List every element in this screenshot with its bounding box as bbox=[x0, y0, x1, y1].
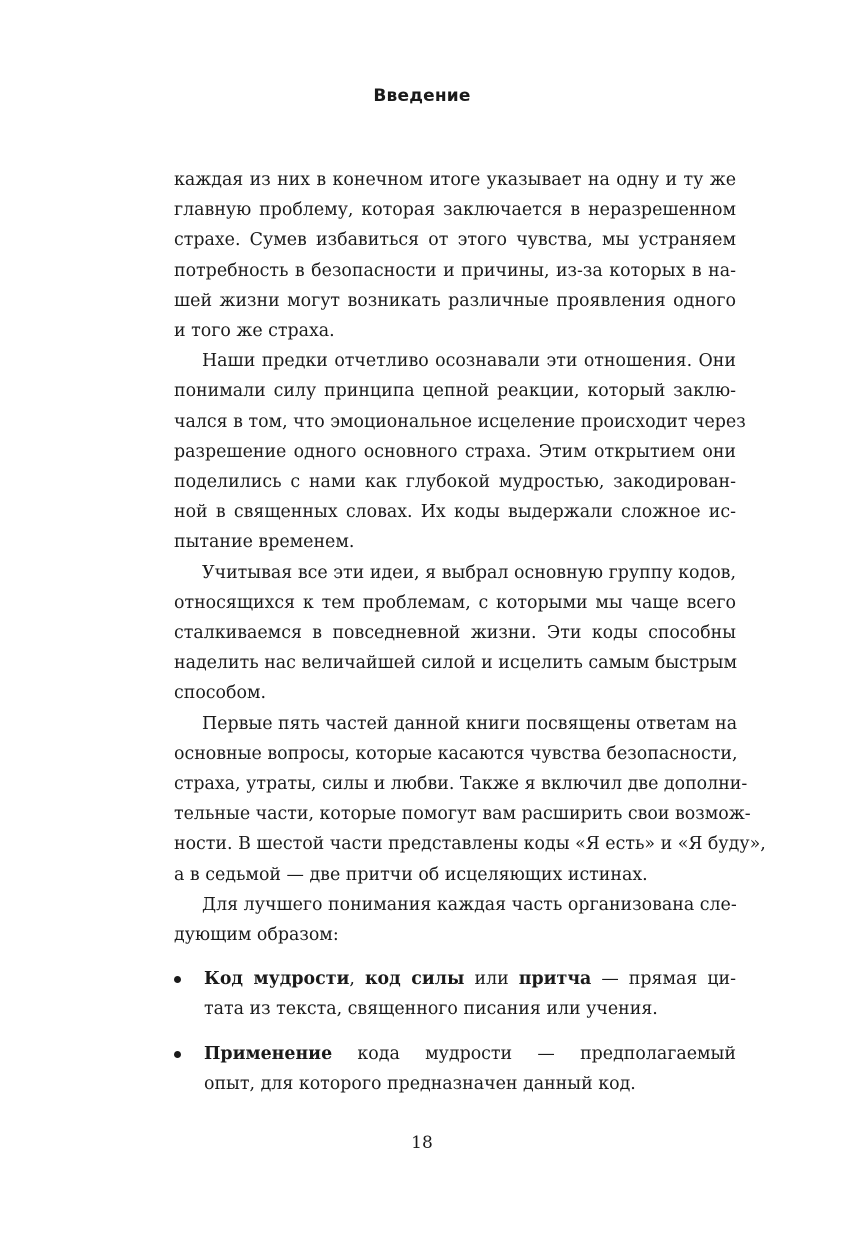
text-line: главную проблему, которая заключается в неразрешенном bbox=[174, 200, 736, 221]
text-line: Для лучшего понимания каждая часть организована сле- bbox=[202, 894, 737, 915]
text-line: относящихся к тем проблемам, с которыми мы чаще всего bbox=[174, 592, 736, 613]
text-line: основные вопросы, которые касаются чувства безопасности, bbox=[174, 743, 738, 764]
text-line: Первые пять частей данной книги посвящены ответам на bbox=[202, 713, 738, 734]
text-line: каждая из них в конечном итоге указывает на одну и ту же bbox=[174, 170, 736, 190]
paragraph-2 bbox=[174, 346, 746, 557]
text-line: поделились с нами как глубокой мудростью, закодирован- bbox=[174, 472, 736, 493]
text-line: и того же страха. bbox=[174, 321, 335, 342]
text-line: страха, утраты, силы и любви. Также я включил две дополни- bbox=[174, 774, 748, 795]
text-line: ности. В шестой части представлены коды «Я есть» и «Я буду», bbox=[174, 834, 766, 855]
running-head-title: Введение bbox=[373, 86, 471, 106]
paragraph-5 bbox=[174, 890, 736, 950]
bullet-dot-icon bbox=[174, 1051, 181, 1058]
text-line: ной в священных словах. Их коды выдержали сложное ис- bbox=[174, 502, 736, 523]
text-line: чался в том, что эмоциональное исцеление происходит через bbox=[174, 411, 746, 432]
text-line: Учитывая все эти идеи, я выбрал основную группу кодов, bbox=[202, 562, 736, 583]
bullet-text: , bbox=[349, 969, 365, 990]
bullet-list bbox=[174, 964, 736, 1099]
bold-term: код силы bbox=[364, 969, 465, 990]
bullet-line bbox=[204, 964, 736, 994]
bullet-line bbox=[204, 1039, 736, 1069]
text-line: разрешение одного основного страха. Этим открытием они bbox=[174, 441, 736, 462]
body-text bbox=[174, 165, 766, 1113]
text-line: наделить нас величайшей силой и исцелить самым быстрым bbox=[174, 653, 738, 674]
bullet-dot-icon bbox=[174, 976, 181, 983]
bold-term: Код мудрости bbox=[204, 969, 350, 990]
text-line: потребность в безопасности и причины, из-за которых в на- bbox=[174, 260, 736, 281]
text-line: тельные части, которые помогут вам расширить свои возмож- bbox=[174, 804, 751, 825]
text-line: понимали силу принципа цепной реакции, который заклю- bbox=[174, 381, 736, 402]
text-line: страхе. Сумев избавиться от этого чувства, мы устраняем bbox=[174, 230, 736, 251]
bullet-line: тата из текста, священного писания или учения. bbox=[204, 999, 658, 1020]
bullet-text: — прямая ци- bbox=[591, 969, 736, 990]
page-number: 18 bbox=[411, 1133, 433, 1153]
text-line: сталкиваемся в повседневной жизни. Эти коды способны bbox=[174, 623, 736, 644]
bullet-item bbox=[174, 1039, 736, 1099]
text-line: способом. bbox=[174, 683, 267, 704]
paragraph-1 bbox=[174, 165, 736, 346]
bullet-item bbox=[174, 964, 736, 1024]
text-line: а в седьмой — две притчи об исцеляющих истинах. bbox=[174, 864, 648, 885]
bullet-text: кода мудрости — предполагаемый bbox=[332, 1043, 736, 1064]
bullet-line: опыт, для которого предназначен данный код. bbox=[204, 1073, 636, 1094]
paragraph-3 bbox=[174, 558, 736, 709]
text-line: пытание временем. bbox=[174, 532, 355, 553]
bullet-text: или bbox=[464, 969, 519, 990]
bold-term: притча bbox=[518, 969, 592, 990]
text-line: шей жизни могут возникать различные проявления одного bbox=[174, 290, 736, 311]
text-line: дующим образом: bbox=[174, 925, 339, 946]
text-line: Наши предки отчетливо осознавали эти отношения. Они bbox=[202, 351, 736, 372]
paragraph-4 bbox=[174, 709, 766, 890]
bold-term: Применение bbox=[204, 1043, 333, 1064]
